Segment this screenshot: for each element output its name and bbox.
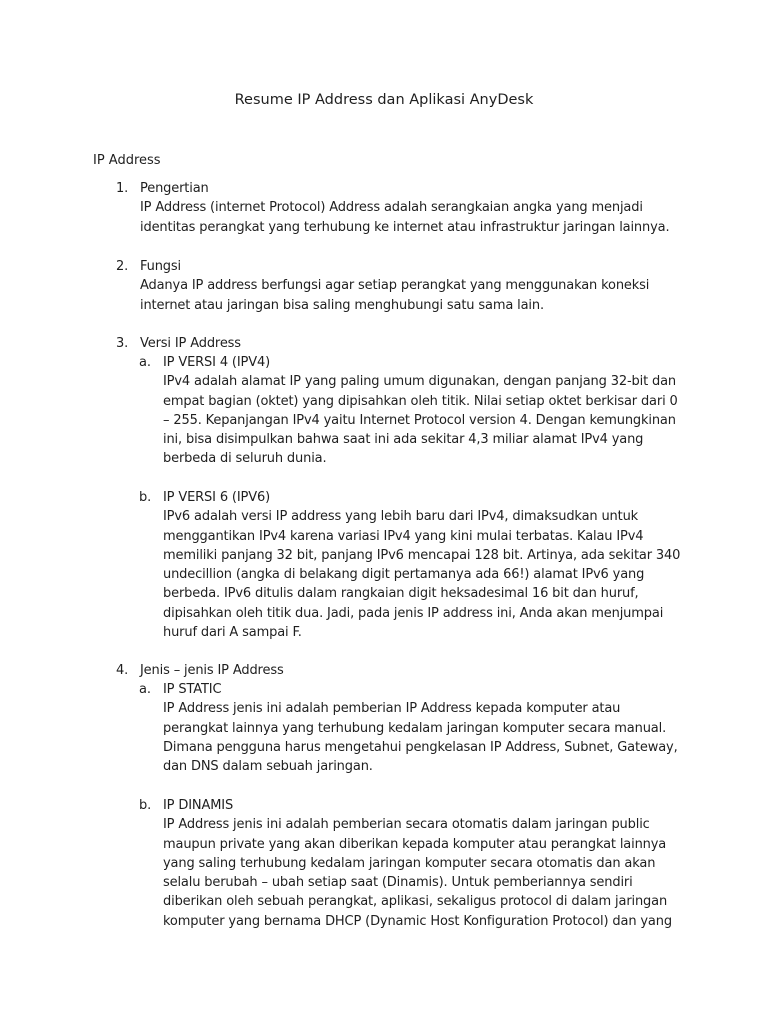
list-item-title: Pengertian	[140, 181, 209, 196]
body-line: berbeda. IPv6 ditulis dalam rangkaian digit heksadesimal 16 bit dan huruf,	[163, 586, 639, 602]
body-line: IP Address jenis ini adalah pemberian IP Address kepada komputer atau	[163, 701, 621, 717]
body-line: identitas perangkat yang terhubung ke internet atau infrastruktur jaringan lainnya.	[140, 219, 670, 235]
sub-item-body	[163, 699, 679, 776]
sub-item-body	[163, 507, 679, 642]
body-line: komputer yang bernama DHCP (Dynamic Host Konfiguration Protocol) dan yang	[163, 913, 672, 929]
list-item-title: Fungsi	[140, 259, 181, 274]
sub-item-ipv4	[139, 353, 679, 469]
list-number: 1.	[116, 181, 129, 196]
sub-item-letter: a.	[139, 355, 151, 370]
body-line: – 255. Kepanjangan IPv4 yaitu Internet Protocol version 4. Dengan kemungkinan	[163, 412, 676, 428]
body-line: dipisahkan oleh titik dua. Jadi, pada jenis IP address ini, Anda akan menjumpai	[163, 605, 664, 621]
body-line: internet atau jaringan bisa saling menghubungi satu sama lain.	[140, 297, 544, 313]
sub-item-letter: b.	[139, 798, 152, 813]
sub-item-body	[163, 372, 679, 468]
body-line: ini, bisa disimpulkan bahwa saat ini ada sekitar 4,3 miliar alamat IPv4 yang	[163, 432, 644, 448]
list-number: 3.	[116, 336, 129, 351]
list-item-body	[140, 276, 676, 315]
sub-item-ip-dinamis	[139, 796, 679, 931]
list-item-versi	[116, 334, 676, 353]
body-line: menggantikan IPv4 karena variasi IPv4 yang kini mulai terbatas. Kalau IPv4	[163, 528, 644, 544]
sub-item-ip-static	[139, 680, 679, 776]
body-line: diberikan oleh sebuah perangkat, aplikasi, sekaligus protocol di dalam jaringan	[163, 894, 668, 910]
list-item-title: Versi IP Address	[140, 336, 241, 351]
sub-item-title: IP STATIC	[163, 682, 222, 697]
list-item-fungsi	[116, 257, 676, 315]
body-line: Adanya IP address berfungsi agar setiap perangkat yang menggunakan koneksi	[140, 278, 650, 294]
sub-item-letter: a.	[139, 682, 151, 697]
list-item-body	[140, 198, 676, 237]
body-line: memiliki panjang 32 bit, panjang IPv6 mencapai 128 bit. Artinya, ada sekitar 340	[163, 547, 681, 563]
document-title: Resume IP Address dan Aplikasi AnyDesk	[234, 92, 534, 108]
sub-item-ipv6	[139, 488, 679, 642]
sub-item-letter: b.	[139, 490, 152, 505]
body-line: dan DNS dalam sebuah jaringan.	[163, 759, 373, 775]
body-line: huruf dari A sampai F.	[163, 625, 302, 641]
body-line: maupun private yang akan diberikan kepada komputer atau perangkat lainnya	[163, 836, 667, 852]
body-line: yang saling terhubung kedalam jaringan komputer secara otomatis dan akan	[163, 855, 656, 871]
sub-item-body	[163, 815, 679, 931]
sub-item-title: IP VERSI 6 (IPV6)	[163, 490, 270, 505]
body-line: berbeda di seluruh dunia.	[163, 451, 327, 467]
body-line: IPv6 adalah versi IP address yang lebih baru dari IPv4, dimaksudkan untuk	[163, 509, 639, 525]
sub-item-title: IP VERSI 4 (IPV4)	[163, 355, 270, 370]
body-line: empat bagian (oktet) yang dipisahkan oleh titik. Nilai setiap oktet berkisar dari 0	[163, 393, 678, 409]
body-line: selalu berubah – ubah setiap saat (Dinamis). Untuk pemberiannya sendiri	[163, 875, 633, 891]
body-line: IP Address jenis ini adalah pemberian secara otomatis dalam jaringan public	[163, 817, 650, 833]
body-line: undecillion (angka di belakang digit pertamanya ada 66!) alamat IPv6 yang	[163, 567, 645, 583]
sub-item-title: IP DINAMIS	[163, 798, 234, 813]
body-line: Dimana pengguna harus mengetahui pengkelasan IP Address, Subnet, Gateway,	[163, 739, 678, 755]
body-line: IP Address (internet Protocol) Address adalah serangkaian angka yang menjadi	[140, 200, 643, 216]
list-item-pengertian	[116, 179, 676, 237]
list-item-jenis	[116, 661, 676, 680]
list-number: 4.	[116, 663, 129, 678]
body-line: perangkat lainnya yang terhubung kedalam jaringan komputer secara manual.	[163, 720, 667, 736]
section-heading: IP Address	[93, 153, 161, 168]
list-number: 2.	[116, 259, 129, 274]
body-line: IPv4 adalah alamat IP yang paling umum digunakan, dengan panjang 32-bit dan	[163, 374, 677, 390]
list-item-title: Jenis – jenis IP Address	[140, 663, 284, 678]
